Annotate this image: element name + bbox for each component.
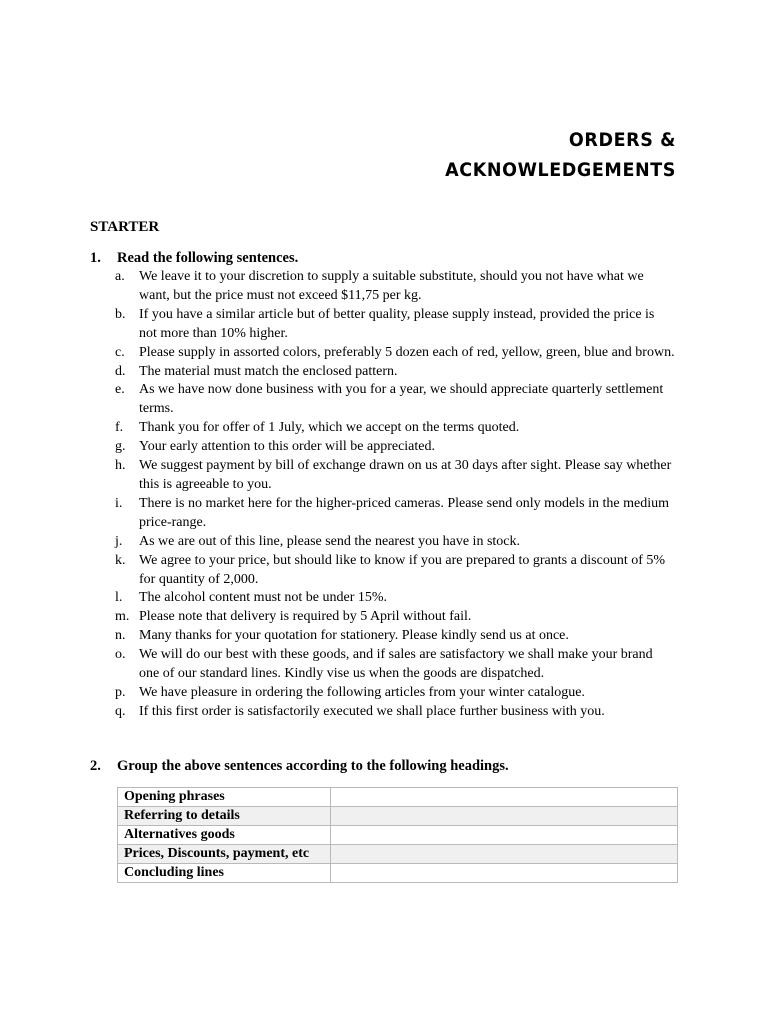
item-letter: p. — [115, 684, 126, 700]
item-text: Thank you for offer of 1 July, which we accept on the terms quoted. — [139, 420, 520, 436]
table-row — [118, 864, 678, 883]
item-letter: m. — [115, 609, 130, 625]
item-text: Please supply in assorted colors, preferably 5 dozen each of red, yellow, green, blue and brown. — [139, 344, 675, 360]
list-item — [115, 457, 675, 495]
question-1-heading — [90, 250, 298, 267]
list-item — [115, 533, 675, 552]
page-title-line-2: ACKNOWLEDGEMENTS — [445, 160, 676, 182]
item-text: We will do our best with these goods, and if sales are satisfactory we shall make your brand one of our standard lines. Kindly vise us when the goods are dispatched. — [139, 647, 653, 682]
item-text: Your early attention to this order will be appreciated. — [139, 439, 435, 455]
item-letter: l. — [115, 590, 123, 606]
section-label: STARTER — [90, 219, 160, 235]
item-text: Many thanks for your quotation for stationery. Please kindly send us at once. — [139, 628, 569, 644]
item-letter: o. — [115, 647, 126, 663]
list-item — [115, 419, 675, 438]
item-letter: k. — [115, 552, 126, 568]
item-letter: c. — [115, 344, 125, 360]
item-text: The alcohol content must not be under 15%. — [139, 590, 388, 606]
item-text: The material must match the enclosed pattern. — [139, 363, 398, 379]
list-item — [115, 344, 675, 363]
list-item — [115, 684, 675, 703]
item-text: If this first order is satisfactorily executed we shall place further business with you. — [139, 703, 605, 719]
item-text: Please note that delivery is required by 5 April without fail. — [139, 609, 472, 625]
list-item — [115, 438, 675, 457]
list-item — [115, 608, 675, 627]
list-item — [115, 589, 675, 608]
item-letter: e. — [115, 382, 125, 398]
list-item — [115, 703, 675, 722]
item-letter: f. — [115, 420, 124, 436]
row-heading: Concluding lines — [118, 864, 331, 883]
question-text: Read the following sentences. — [117, 250, 299, 266]
item-letter: n. — [115, 628, 126, 644]
table-row — [118, 788, 678, 807]
item-text: We have pleasure in ordering the following articles from your winter catalogue. — [139, 684, 585, 700]
item-text: As we are out of this line, please send the nearest you have in stock. — [139, 533, 521, 549]
item-text: There is no market here for the higher-priced cameras. Please send only models in the medium price-range. — [139, 495, 669, 530]
question-number: 2. — [90, 758, 101, 774]
grouping-table — [117, 787, 678, 883]
item-letter: q. — [115, 703, 126, 719]
page-title-line-1: ORDERS & — [568, 130, 676, 152]
list-item — [115, 381, 675, 419]
list-item — [115, 646, 675, 684]
answer-cell[interactable] — [331, 864, 678, 883]
item-text: We agree to your price, but should like to know if you are prepared to grants a discount of 5% for quantity of 2,000. — [139, 552, 666, 587]
sentence-list — [115, 268, 675, 722]
item-letter: d. — [115, 363, 126, 379]
item-text: As we have now done business with you for a year, we should appreciate quarterly settlement terms. — [139, 382, 664, 417]
row-heading: Opening phrases — [118, 788, 331, 807]
item-text: We leave it to your discretion to supply a suitable substitute, should you not have what we want, but the price must not exceed $11,75 per kg. — [139, 269, 644, 303]
item-text: We suggest payment by bill of exchange drawn on us at 30 days after sight. Please say whether this is agreeable to you. — [139, 458, 672, 492]
item-text: If you have a similar article but of better quality, please supply instead, provided the price is not more than 10% higher. — [139, 306, 655, 341]
answer-cell[interactable] — [331, 845, 678, 864]
item-letter: h. — [115, 458, 126, 474]
item-letter: i. — [115, 495, 123, 511]
list-item — [115, 495, 675, 533]
table-row — [118, 826, 678, 845]
row-heading: Prices, Discounts, payment, etc — [118, 845, 331, 864]
list-item — [115, 627, 675, 646]
row-heading: Alternatives goods — [118, 826, 331, 845]
answer-cell[interactable] — [331, 826, 678, 845]
item-letter: b. — [115, 306, 126, 322]
item-letter: g. — [115, 439, 126, 455]
item-letter: a. — [115, 269, 125, 284]
question-2-heading — [90, 758, 509, 775]
list-item — [115, 552, 675, 590]
table-row — [118, 807, 678, 826]
question-number: 1. — [90, 250, 101, 266]
item-letter: j. — [115, 533, 123, 549]
question-text: Group the above sentences according to the following headings. — [117, 758, 509, 774]
list-item — [115, 306, 675, 344]
list-item — [115, 268, 675, 306]
table-row — [118, 845, 678, 864]
answer-cell[interactable] — [331, 807, 678, 826]
list-item — [115, 363, 675, 382]
answer-cell[interactable] — [331, 788, 678, 807]
row-heading: Referring to details — [118, 807, 331, 826]
